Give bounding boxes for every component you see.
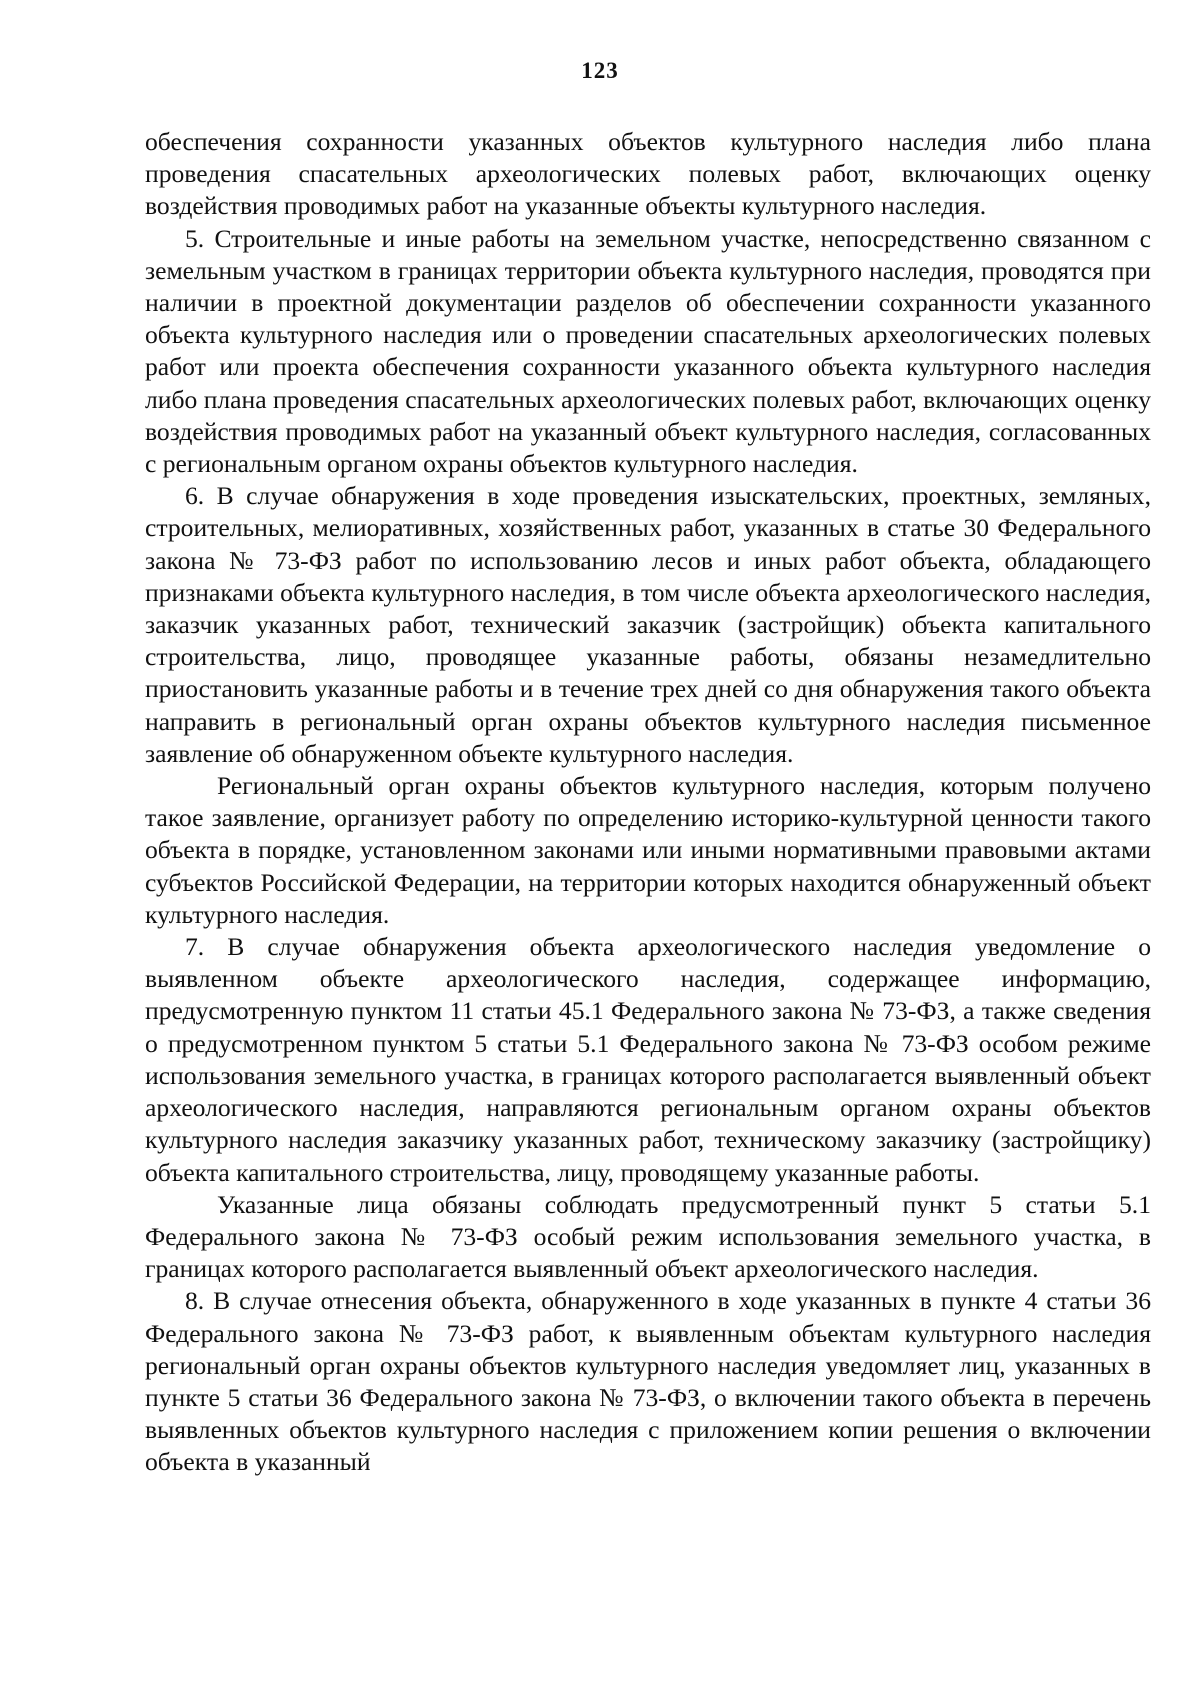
paragraph-item-6-continued: Региональный орган охраны объектов культурного наследия, которым получено такое заявление, организует работу по определению историко-культурной ценности такого объекта в порядке, установленном законами или иными нормативными правовыми актами субъектов Российской Федерации, на территории которых находится обнаруженный объект культурного наследия. [145,771,1151,929]
paragraph-continuation: обеспечения сохранности указанных объектов культурного наследия либо плана проведения спасательных археологических полевых работ, включающих оценку воздействия проводимых работ на указанные объекты культурного наследия. [145,127,1151,221]
paragraph-item-7-continued: Указанные лица обязаны соблюдать предусмотренный пункт 5 статьи 5.1 Федерального закона № 73-ФЗ особый режим использования земельного участка, в границах которого располагается выявленный объект археологического наследия. [145,1189,1151,1284]
paragraph-item-6: 6. В случае обнаружения в ходе проведения изыскательских, проектных, земляных, строительных, мелиоративных, хозяйственных работ, указанных в статье 30 Федерального закона № 73-ФЗ работ по использованию лесов и иных работ объекта, обладающего признаками объекта культурного наследия, в том числе объекта археологического наследия, заказчик указанных работ, технический заказчик (застройщик) объекта капитального строительства, лицо, проводящее указанные работы, обязаны незамедлительно приостановить указанные работы и в течение трех дней со дня обнаружения такого объекта направить в региональный орган охраны объектов культурного наследия письменное заявление об обнаруженном объекте культурного наследия. [145,481,1151,768]
page-number: 123 [581,58,619,83]
paragraph-item-7: 7. В случае обнаружения объекта археологического наследия уведомление о выявленном объекте археологического наследия, содержащее информацию, предусмотренную пунктом 11 статьи 45.1 Федерального закона № 73-ФЗ, а также сведения о предусмотренном пунктом 5 статьи 5.1 Федерального закона № 73-ФЗ особом режиме использования земельного участка, в границах которого располагается выявленный объект археологического наследия, направляются региональным органом охраны объектов культурного наследия заказчику указанных работ, техническому заказчику (застройщику) объекта капитального строительства, лицу, проводящему указанные работы. [145,932,1151,1187]
document-body [145,126,1151,1479]
paragraph-item-5: 5. Строительные и иные работы на земельном участке, непосредственно связанном с земельным участком в границах территории объекта культурного наследия, проводятся при наличии в проектной документации разделов об обеспечении сохранности указанного объекта культурного наследия или о проведении спасательных археологических полевых работ или проекта обеспечения сохранности указанного объекта культурного наследия либо плана проведения спасательных археологических полевых работ, включающих оценку воздействия проводимых работ на указанный объект культурного наследия, согласованных с региональным органом охраны объектов культурного наследия. [145,223,1151,479]
paragraph-item-8: 8. В случае отнесения объекта, обнаруженного в ходе указанных в пункте 4 статьи 36 Федерального закона № 73-ФЗ работ, к выявленным объектам культурного наследия региональный орган охраны объектов культурного наследия уведомляет лиц, указанных в пункте 5 статьи 36 Федерального закона № 73-ФЗ, о включении такого объекта в перечень выявленных объектов культурного наследия с приложением копии решения о включении объекта в указанный [145,1286,1151,1477]
